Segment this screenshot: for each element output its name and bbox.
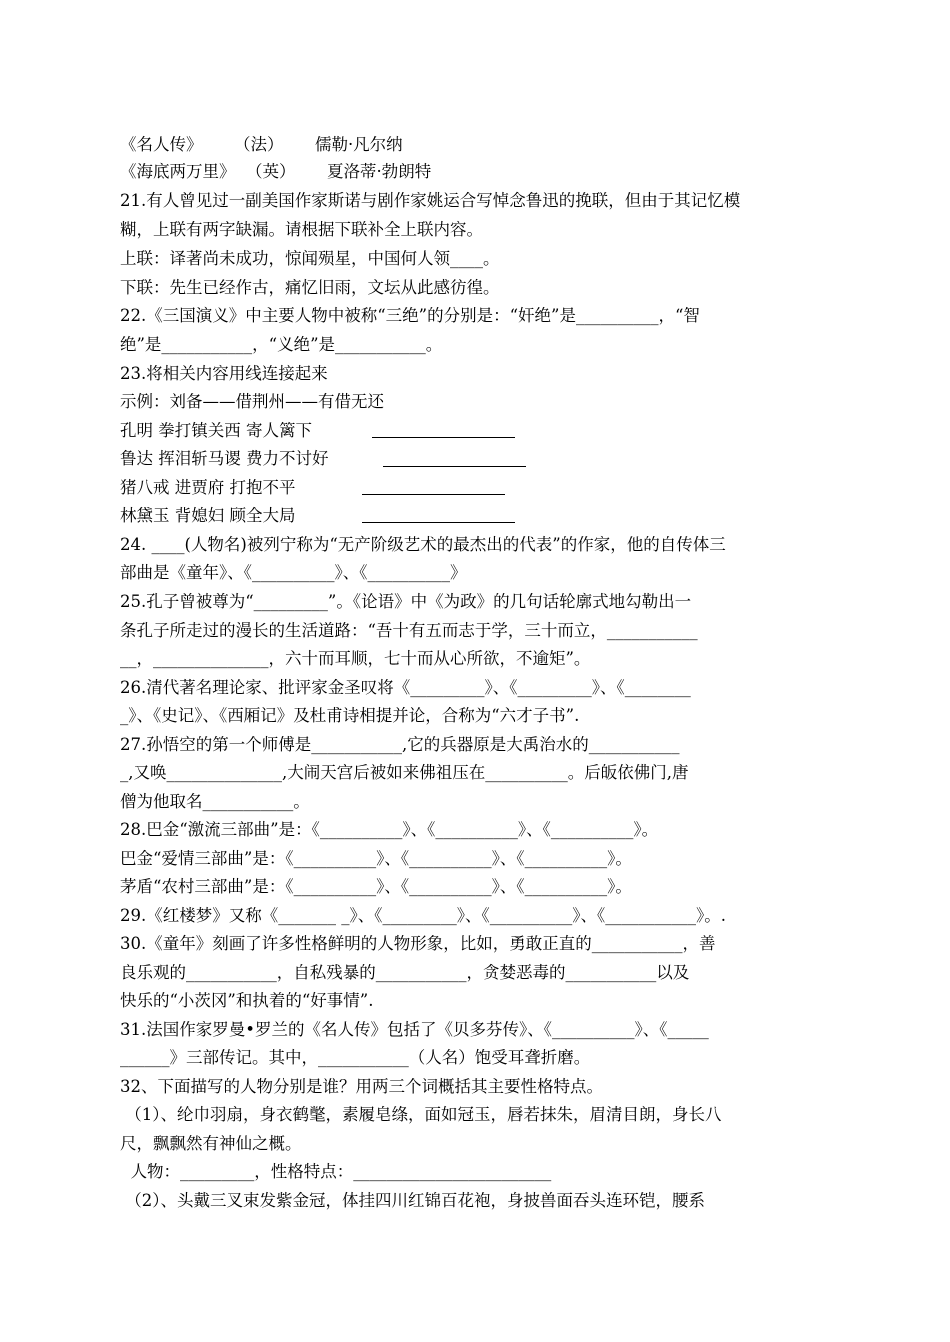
q21-line-2: 糊，上联有两字缺漏。请根据下联补全上联内容。: [120, 220, 483, 239]
q32-item-1-answer: 人物：_________，性格特点：________________________: [120, 1162, 552, 1181]
q25-line-2: 条孔子所走过的漫长的生活道路：“吾十有五而志于学，三十而立，___________: [120, 621, 698, 640]
q32-item-1-line-2: 尺，飘飘然有神仙之概。: [120, 1134, 302, 1153]
q27-line-1: 27.孙悟空的第一个师傅是___________,它的兵器原是大禹治水的___________: [120, 735, 680, 754]
q23-answer-line-2[interactable]: [383, 466, 526, 467]
q21-upper-couplet: 上联：译著尚未成功，惊闻殒星，中国何人领____。: [120, 249, 500, 268]
q21-lower-couplet: 下联：先生已经作古，痛忆旧雨，文坛从此感彷徨。: [120, 278, 500, 297]
q23-answer-line-3[interactable]: [362, 494, 505, 495]
q32-item-1-line-1: （1）、纶巾羽扇，身衣鹤氅，素履皂绦，面如冠玉，唇若抹朱，眉清目朗，身长八: [120, 1105, 722, 1124]
q30-line-3: 快乐的“小茨冈”和执着的“好事情”.: [120, 991, 374, 1010]
q28-line-1: 28.巴金“激流三部曲”是：《__________》、《__________》、《__________》。: [120, 820, 659, 839]
q23-row-1: 孔明 拳打镇关西 寄人篱下: [120, 421, 312, 440]
q22-line-2: 绝”是___________，“义绝”是___________。: [120, 335, 443, 354]
book-match-line-1: 《名人传》 （法） 儒勒·凡尔纳: [120, 135, 403, 154]
q24-line-1: 24. ____(人物名)被列宁称为“无产阶级艺术的最杰出的代表”的作家，他的自传体三: [120, 535, 726, 554]
q23-answer-line-4[interactable]: [362, 522, 515, 523]
q23-title: 23.将相关内容用线连接起来: [120, 364, 328, 383]
q23-row-2: 鲁达 挥泪斩马谡 费力不讨好: [120, 449, 329, 468]
q30-line-2: 良乐观的___________，自私残暴的___________，贪婪恶毒的___________以及: [120, 963, 690, 982]
q23-row-4: 林黛玉 背媳妇 顾全大局: [120, 506, 296, 525]
q25-line-3: __，______________，六十而耳顺，七十而从心所欲，不逾矩”。: [120, 649, 591, 668]
q23-answer-line-1[interactable]: [372, 437, 515, 438]
q31-line-1: 31.法国作家罗曼•罗兰的《名人传》包括了《贝多芬传》、《__________》、《_____: [120, 1020, 709, 1039]
q23-example: 示例：刘备——借荆州——有借无还: [120, 392, 384, 411]
q21-line-1: 21.有人曾见过一副美国作家斯诺与剧作家姚运合写悼念鲁迅的挽联，但由于其记忆模: [120, 191, 741, 210]
q28-line-3: 茅盾“农村三部曲”是：《__________》、《__________》、《__________》。: [120, 877, 632, 896]
q29-line: 29.《红楼梦》又称《_______ _》、《_________》、《__________》、《___________》。.: [120, 906, 726, 925]
q26-line-1: 26.清代著名理论家、批评家金圣叹将《_________》、《_________》、《________: [120, 678, 691, 697]
q27-line-2: _,又唤______________,大闹天宫后被如来佛祖压在__________。后皈依佛门,唐: [120, 763, 689, 782]
q22-line-1: 22.《三国演义》中主要人物中被称“三绝”的分别是：“奸绝”是__________，“智: [120, 306, 700, 325]
q27-line-3: 僧为他取名___________。: [120, 792, 310, 811]
q32-item-2-line-1: （2）、头戴三叉束发紫金冠，体挂四川红锦百花袍，身披兽面吞头连环铠，腰系: [120, 1191, 705, 1210]
q32-title: 32、下面描写的人物分别是谁？用两三个词概括其主要性格特点。: [120, 1077, 603, 1096]
q30-line-1: 30.《童年》刻画了许多性格鲜明的人物形象，比如，勇敢正直的___________，善: [120, 934, 716, 953]
q28-line-2: 巴金“爱情三部曲”是：《__________》、《__________》、《__________》。: [120, 849, 632, 868]
q31-line-2: ______》三部传记。其中，___________（人名）饱受耳聋折磨。: [120, 1048, 591, 1067]
q25-line-1: 25.孔子曾被尊为“_________”。《论语》中《为政》的几句话轮廓式地勾勒出一: [120, 592, 692, 611]
q24-line-2: 部曲是《童年》、《__________》、《__________》: [120, 563, 467, 582]
q26-line-2: _》、《史记》、《西厢记》及杜甫诗相提并论，合称为“六才子书”.: [120, 706, 580, 725]
q23-row-3: 猪八戒 进贾府 打抱不平: [120, 478, 296, 497]
book-match-line-2: 《海底两万里》 （英） 夏洛蒂·勃朗特: [120, 162, 432, 181]
